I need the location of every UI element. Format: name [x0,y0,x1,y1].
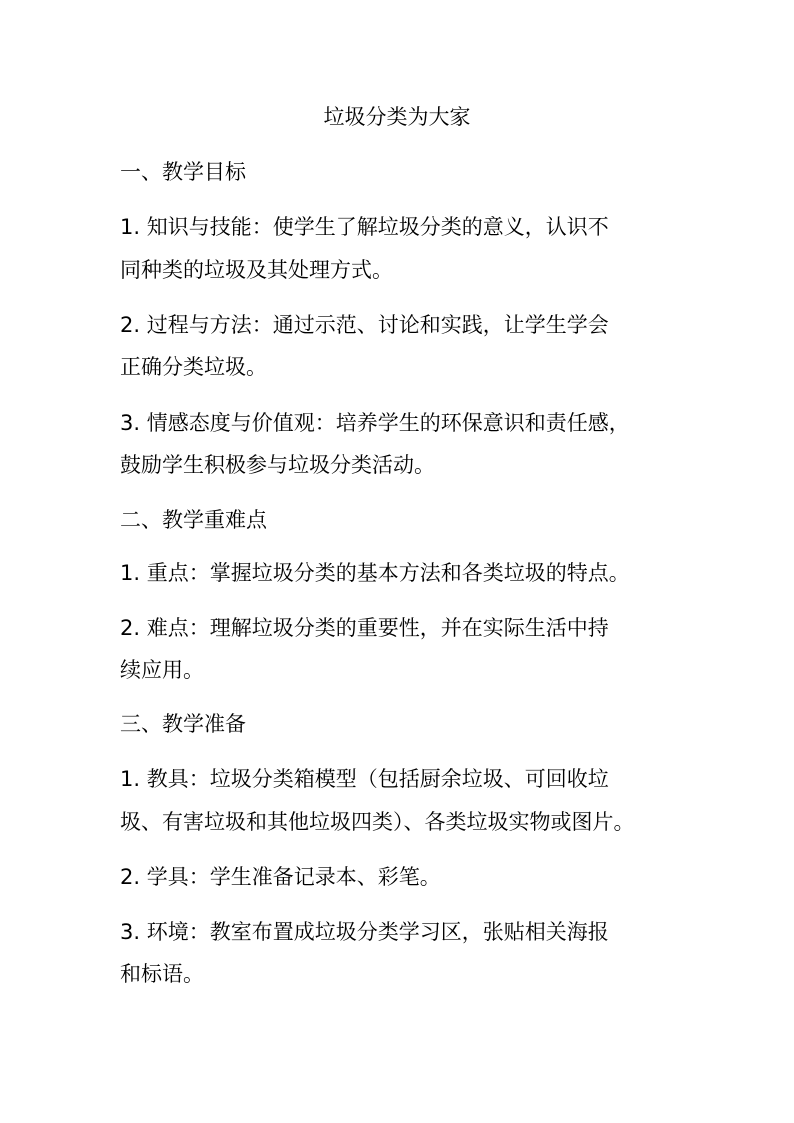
paragraph-line: 同种类的垃圾及其处理方式。 [120,258,393,282]
section-heading-preparation: 三、教学准备 [120,712,246,736]
paragraph-line: 2. 学具：学生准备记录本、彩笔。 [120,865,441,889]
document-title: 垃圾分类为大家 [323,105,471,129]
paragraph-line: 正确分类垃圾。 [120,355,267,379]
paragraph-line: 1. 教具：垃圾分类箱模型（包括厨余垃圾、可回收垃 [120,767,609,791]
paragraph-line: 2. 过程与方法：通过示范、讨论和实践，让学生学会 [120,313,609,337]
paragraph-line: 和标语。 [120,962,204,986]
paragraph-line: 3. 情感态度与价值观：培养学生的环保意识和责任感， [120,411,630,435]
paragraph-line: 续应用。 [120,658,204,682]
section-heading-objectives: 一、教学目标 [120,160,246,184]
paragraph-line: 3. 环境：教室布置成垃圾分类学习区，张贴相关海报 [120,920,609,944]
paragraph-line: 1. 重点：掌握垃圾分类的基本方法和各类垃圾的特点。 [120,561,630,585]
paragraph-line: 鼓励学生积极参与垃圾分类活动。 [120,453,435,477]
section-heading-key-points: 二、教学重难点 [120,508,267,532]
paragraph-line: 1. 知识与技能：使学生了解垃圾分类的意义，认识不 [120,215,609,239]
paragraph-line: 圾、有害垃圾和其他垃圾四类）、各类垃圾实物或图片。 [120,810,635,834]
paragraph-line: 2. 难点：理解垃圾分类的重要性，并在实际生活中持 [120,616,609,640]
